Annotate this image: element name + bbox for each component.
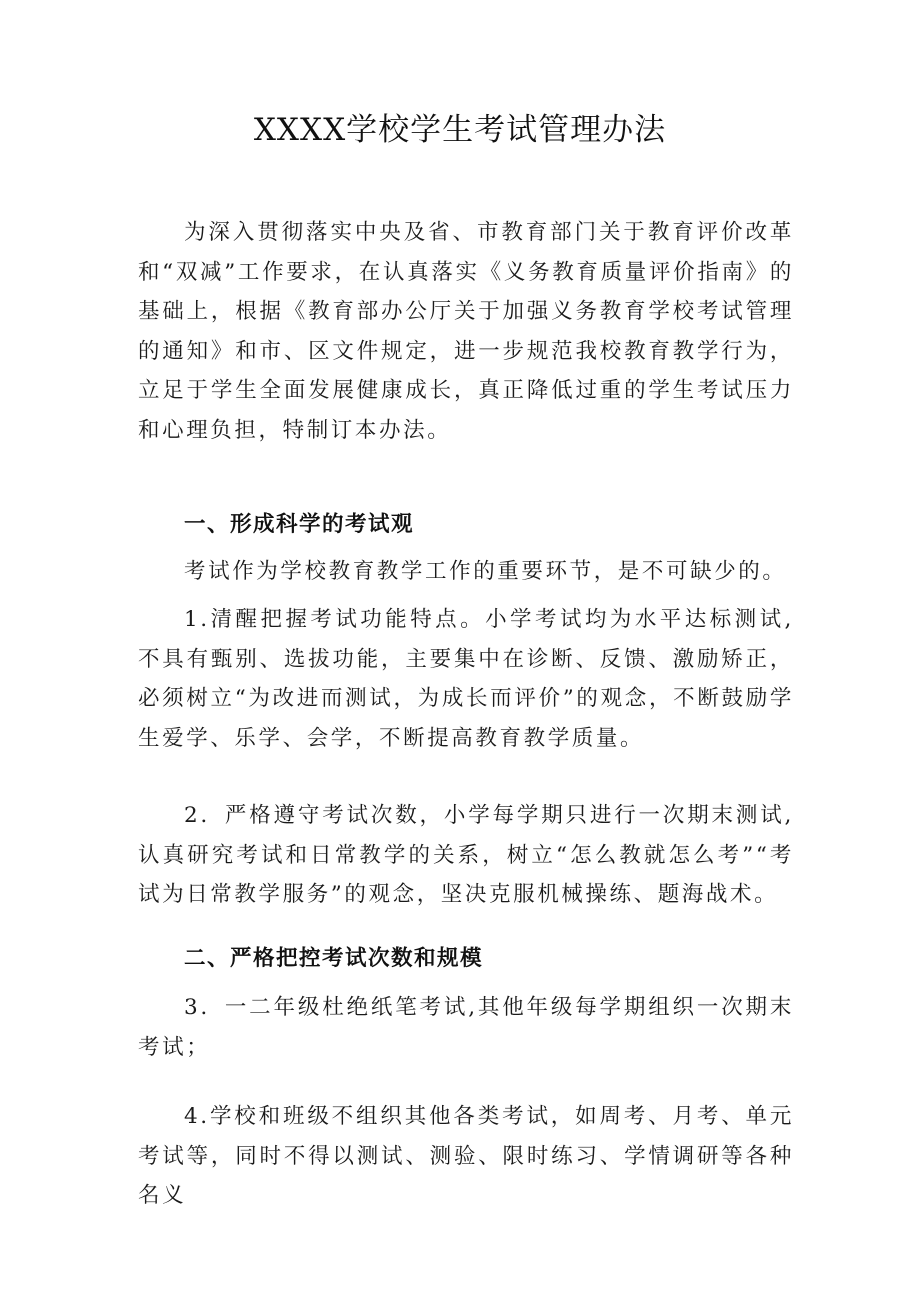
item-2-paragraph: 2．严格遵守考试次数，小学每学期只进行一次期末测试,认真研究考试和日常教学的关系，树立“怎么教就怎么考”“考试为日常教学服务”的观念，坚决克服机械操练、题海战术。 <box>138 803 794 907</box>
item-4-paragraph: 4.学校和班级不组织其他各类考试，如周考、月考、单元考试等，同时不得以测试、测验、限时练习、学情调研等各种名义 <box>138 1104 794 1208</box>
intro-paragraph: 为深入贯彻落实中央及省、市教育部门关于教育评价改革和“双减”工作要求，在认真落实《义务教育质量评价指南》的基础上，根据《教育部办公厅关于加强义务教育学校考试管理的通知》和市、区文件规定，进一步规范我校教育教学行为，立足于学生全面发展健康成长，真正降低过重的学生考试压力和心理负担，特制订本办法。 <box>138 220 794 443</box>
section1-lead-paragraph: 考试作为学校教育教学工作的重要环节，是不可缺少的。 <box>184 559 787 584</box>
section-heading-2: 二、严格把控考试次数和规模 <box>184 946 484 971</box>
document-title: XXXX学校学生考试管理办法 <box>253 112 667 148</box>
section-heading-1: 一、形成科学的考试观 <box>184 512 415 537</box>
item-1-paragraph: 1.清醒把握考试功能特点。小学考试均为水平达标测试,不具有甄别、选拔功能，主要集中在诊断、反馈、激励矫正，必须树立“为改进而测试，为成长而评价”的观念，不断鼓励学生爱学、乐学、会学，不断提高教育教学质量。 <box>138 607 794 751</box>
item-3-paragraph: 3．一二年级杜绝纸笔考试,其他年级每学期组织一次期末考试； <box>138 995 794 1060</box>
